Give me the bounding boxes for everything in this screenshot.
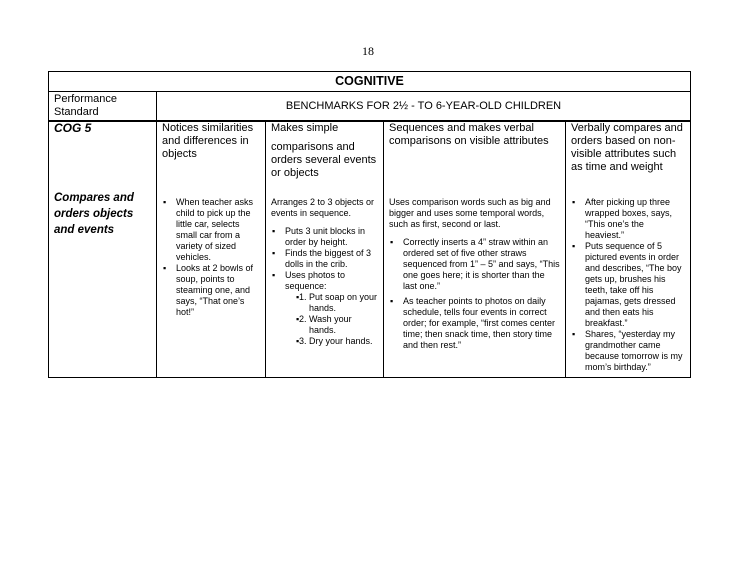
level-2-examples bbox=[271, 226, 378, 347]
title-row bbox=[49, 72, 691, 92]
list-item: ▪ Puts sequence of 5 pictured events in order and describes, “The boy gets up, brushes his teeth, take off his pajamas, gets dressed and then eats his breakfast.” bbox=[585, 241, 685, 329]
step-item: ▪ 2. Wash your hands. bbox=[309, 314, 378, 336]
list-item: ▪ Looks at 2 bowls of soup, points to steaming one, and says, “That one’s hot!” bbox=[176, 263, 260, 318]
level-3-cell bbox=[384, 121, 566, 378]
list-item: ▪ When teacher asks child to pick up the little car, selects small car from a variety of sized vehicles. bbox=[176, 197, 260, 263]
list-item: ▪ After picking up three wrapped boxes, says, “This one’s the heaviest.” bbox=[585, 197, 685, 241]
header-row bbox=[49, 92, 691, 122]
list-item bbox=[285, 270, 378, 347]
performance-standard-label: Performance Standard bbox=[49, 92, 157, 122]
sequence-steps bbox=[285, 292, 378, 347]
list-item: ▪ Correctly inserts a 4” straw within an ordered set of five other straws sequenced from 1” – 5” and says, “This one goes here; it is shorter than the last one.” bbox=[403, 237, 560, 292]
page-number: 18 bbox=[362, 44, 374, 58]
level-3-examples bbox=[389, 237, 560, 351]
level-2-heading-line2: comparisons and orders several events or objects bbox=[271, 141, 377, 179]
level-2-heading bbox=[271, 122, 378, 190]
level-4-examples bbox=[571, 197, 685, 373]
list-item: ▪ Shares, “yesterday my grandmother came because tomorrow is my mom’s birthday.” bbox=[585, 329, 685, 373]
content-row bbox=[49, 121, 691, 378]
level-2-intro: Arranges 2 to 3 objects or events in sequence. bbox=[271, 197, 375, 218]
level-4-heading: Verbally compares and orders based on non-visible attributes such as time and weight bbox=[571, 122, 683, 173]
list-item-text: Uses photos to sequence: bbox=[285, 270, 346, 291]
standard-cell bbox=[49, 121, 157, 378]
table-title: COGNITIVE bbox=[49, 72, 691, 92]
list-item: ▪ As teacher points to photos on daily schedule, tells four events in correct order; for example, “first comes center time; then snack time, then story time and then rest.” bbox=[403, 296, 560, 351]
level-1-examples bbox=[162, 197, 260, 318]
benchmarks-label: BENCHMARKS FOR 2½ - TO 6-YEAR-OLD CHILDREN bbox=[157, 92, 691, 122]
list-item: ▪ Puts 3 unit blocks in order by height. bbox=[285, 226, 378, 248]
level-3-heading: Sequences and makes verbal comparisons on visible attributes bbox=[389, 122, 549, 147]
step-item: ▪ 1. Put soap on your hands. bbox=[309, 292, 378, 314]
level-1-heading: Notices similarities and differences in objects bbox=[162, 122, 254, 160]
level-1-cell bbox=[157, 121, 266, 378]
standard-code: COG 5 bbox=[54, 121, 92, 135]
level-3-intro: Uses comparison words such as big and bigger and uses some temporal words, such as first, second or last. bbox=[389, 197, 551, 229]
level-4-cell bbox=[566, 121, 691, 378]
step-item: ▪ 3. Dry your hands. bbox=[309, 336, 378, 347]
cognitive-benchmark-table bbox=[48, 71, 691, 378]
standard-description: Compares and orders objects and events bbox=[54, 192, 134, 236]
list-item: ▪ Finds the biggest of 3 dolls in the crib. bbox=[285, 248, 378, 270]
level-2-cell bbox=[266, 121, 384, 378]
level-2-heading-line1: Makes simple bbox=[271, 122, 339, 134]
